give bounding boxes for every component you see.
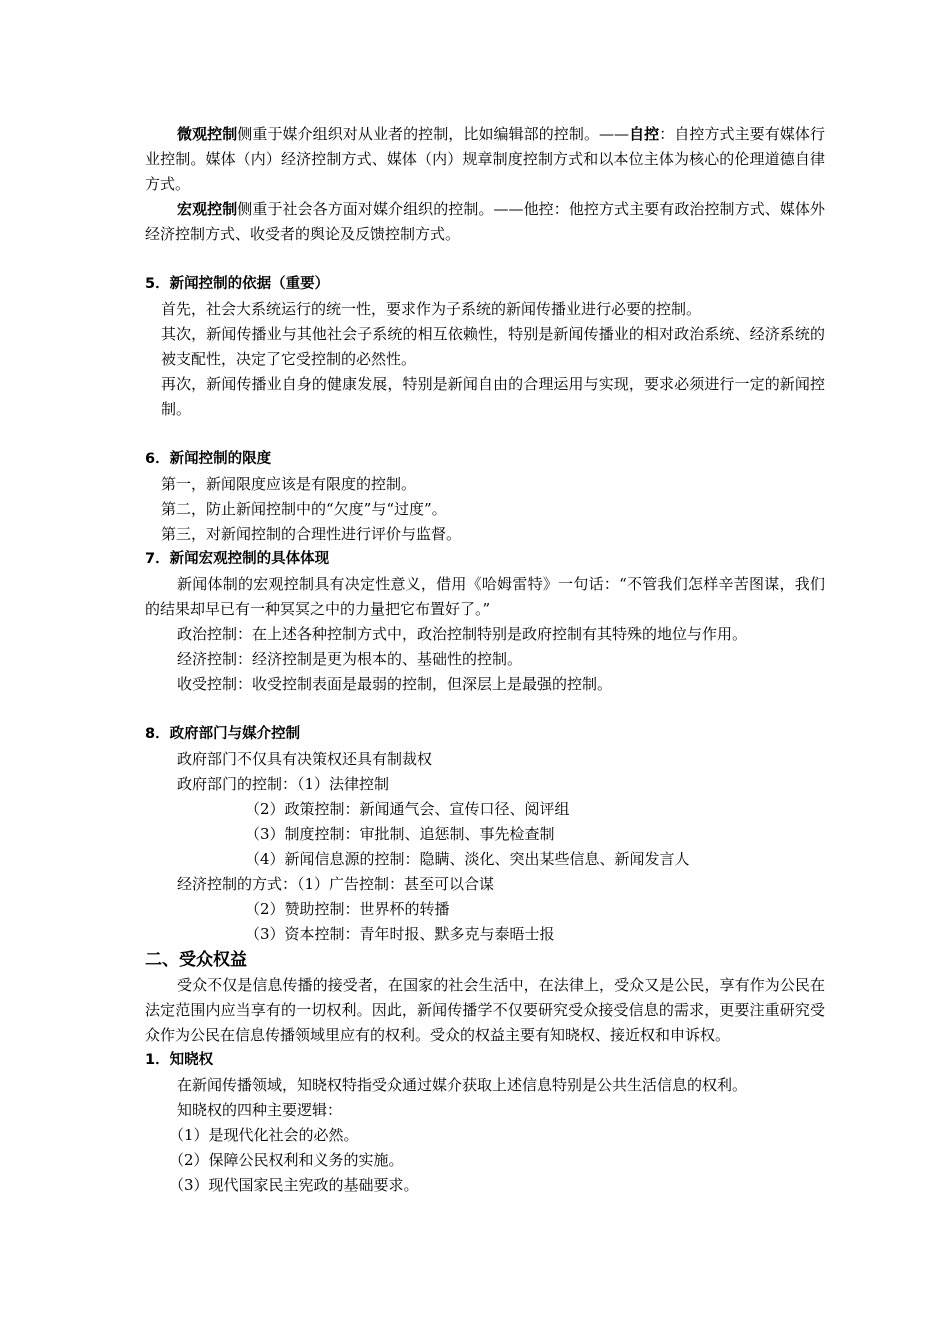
micro-control-text-2: ：自控方式主要有媒体行业控制。媒体（内）经济控制方式、媒体（内）规章制度控制方式和以本位主体为核心的伦理道德自律方式。 xyxy=(145,125,825,193)
eco-control-item-2: （2）赞助控制：世界杯的转播 xyxy=(245,900,450,918)
section-6-item-2: 第二，防止新闻控制中的“欠度”与“过度”。 xyxy=(161,500,447,518)
part-2-heading: 二、受众权益 xyxy=(145,950,247,970)
section-8-heading: 8．政府部门与媒介控制 xyxy=(145,726,301,742)
section-7-para-1: 新闻体制的宏观控制具有决定性意义，借用《哈姆雷特》一句话：“不管我们怎样辛苦图谋，我们的结果却早已有一种冥冥之中的力量把它布置好了。” xyxy=(145,575,825,618)
section-7-item-2: 经济控制：经济控制是更为根本的、基础性的控制。 xyxy=(177,650,523,668)
section-6-item-3: 第三，对新闻控制的合理性进行评价与监督。 xyxy=(161,525,462,543)
micro-control-term: 微观控制 xyxy=(177,125,238,143)
micro-control-paragraph xyxy=(145,122,825,197)
right-to-know-para-1: 在新闻传播领域，知晓权特指受众通过媒介获取上述信息特别是公共生活信息的权利。 xyxy=(177,1076,748,1094)
section-6-heading: 6．新闻控制的限度 xyxy=(145,451,272,467)
gov-control-label: 政府部门的控制：（1）法律控制 xyxy=(177,775,390,793)
part-2-intro: 受众不仅是信息传播的接受者，在国家的社会生活中，在法律上，受众又是公民，享有作为公民在法定范围内应当享有的一切权利。因此，新闻传播学不仅要研究受众接受信息的需求，更要注重研究受众作为公民在信息传播领域里应有的权利。受众的权益主要有知晓权、接近权和申诉权。 xyxy=(145,976,825,1044)
eco-control-label: 经济控制的方式：（1）广告控制：甚至可以合谋 xyxy=(177,875,495,893)
macro-control-text: 侧重于社会各方面对媒介组织的控制。——他控：他控方式主要有政治控制方式、媒体外经济控制方式、收受者的舆论及反馈控制方式。 xyxy=(145,200,825,243)
right-to-know-item-1: （1）是现代化社会的必然。 xyxy=(169,1126,359,1144)
right-to-know-item-3: （3）现代国家民主宪政的基础要求。 xyxy=(169,1176,419,1194)
section-5-para-2: 其次，新闻传播业与其他社会子系统的相互依赖性，特别是新闻传播业的相对政治系统、经济系统的被支配性，决定了它受控制的必然性。 xyxy=(161,325,825,368)
right-to-know-item-2: （2）保障公民权利和义务的实施。 xyxy=(169,1151,404,1169)
section-7-item-3: 收受控制：收受控制表面是最弱的控制，但深层上是最强的控制。 xyxy=(177,675,613,693)
gov-control-item-4: （4）新闻信息源的控制：隐瞒、淡化、突出某些信息、新闻发言人 xyxy=(245,850,690,868)
right-to-know-para-2: 知晓权的四种主要逻辑： xyxy=(177,1101,343,1119)
section-7-item-1: 政治控制：在上述各种控制方式中，政治控制特别是政府控制有其特殊的地位与作用。 xyxy=(177,625,748,643)
micro-control-text: 侧重于媒介组织对从业者的控制，比如编辑部的控制。—— xyxy=(237,125,630,143)
gov-control-item-3: （3）制度控制：审批制、追惩制、事先检查制 xyxy=(245,825,555,843)
eco-control-item-3: （3）资本控制：青年时报、默多克与泰晤士报 xyxy=(245,925,555,943)
section-7-heading: 7．新闻宏观控制的具体体现 xyxy=(145,551,330,567)
document-page xyxy=(145,122,825,1198)
spacer xyxy=(145,422,825,447)
section-5-para-3: 再次，新闻传播业自身的健康发展，特别是新闻自由的合理运用与实现，要求必须进行一定的新闻控制。 xyxy=(161,375,825,418)
section-6-item-1: 第一，新闻限度应该是有限度的控制。 xyxy=(161,475,417,493)
section-5-para-1: 首先，社会大系统运行的统一性，要求作为子系统的新闻传播业进行必要的控制。 xyxy=(161,300,702,318)
section-5-heading: 5．新闻控制的依据（重要） xyxy=(145,276,330,292)
self-control-term: 自控 xyxy=(629,125,660,143)
gov-control-item-2: （2）政策控制：新闻通气会、宣传口径、阅评组 xyxy=(245,800,570,818)
right-to-know-heading: 1．知晓权 xyxy=(145,1052,214,1068)
spacer xyxy=(145,247,825,272)
macro-control-paragraph xyxy=(145,197,825,247)
spacer xyxy=(145,697,825,722)
section-8-para-1: 政府部门不仅具有决策权还具有制裁权 xyxy=(177,750,433,768)
macro-control-term: 宏观控制 xyxy=(177,200,238,218)
